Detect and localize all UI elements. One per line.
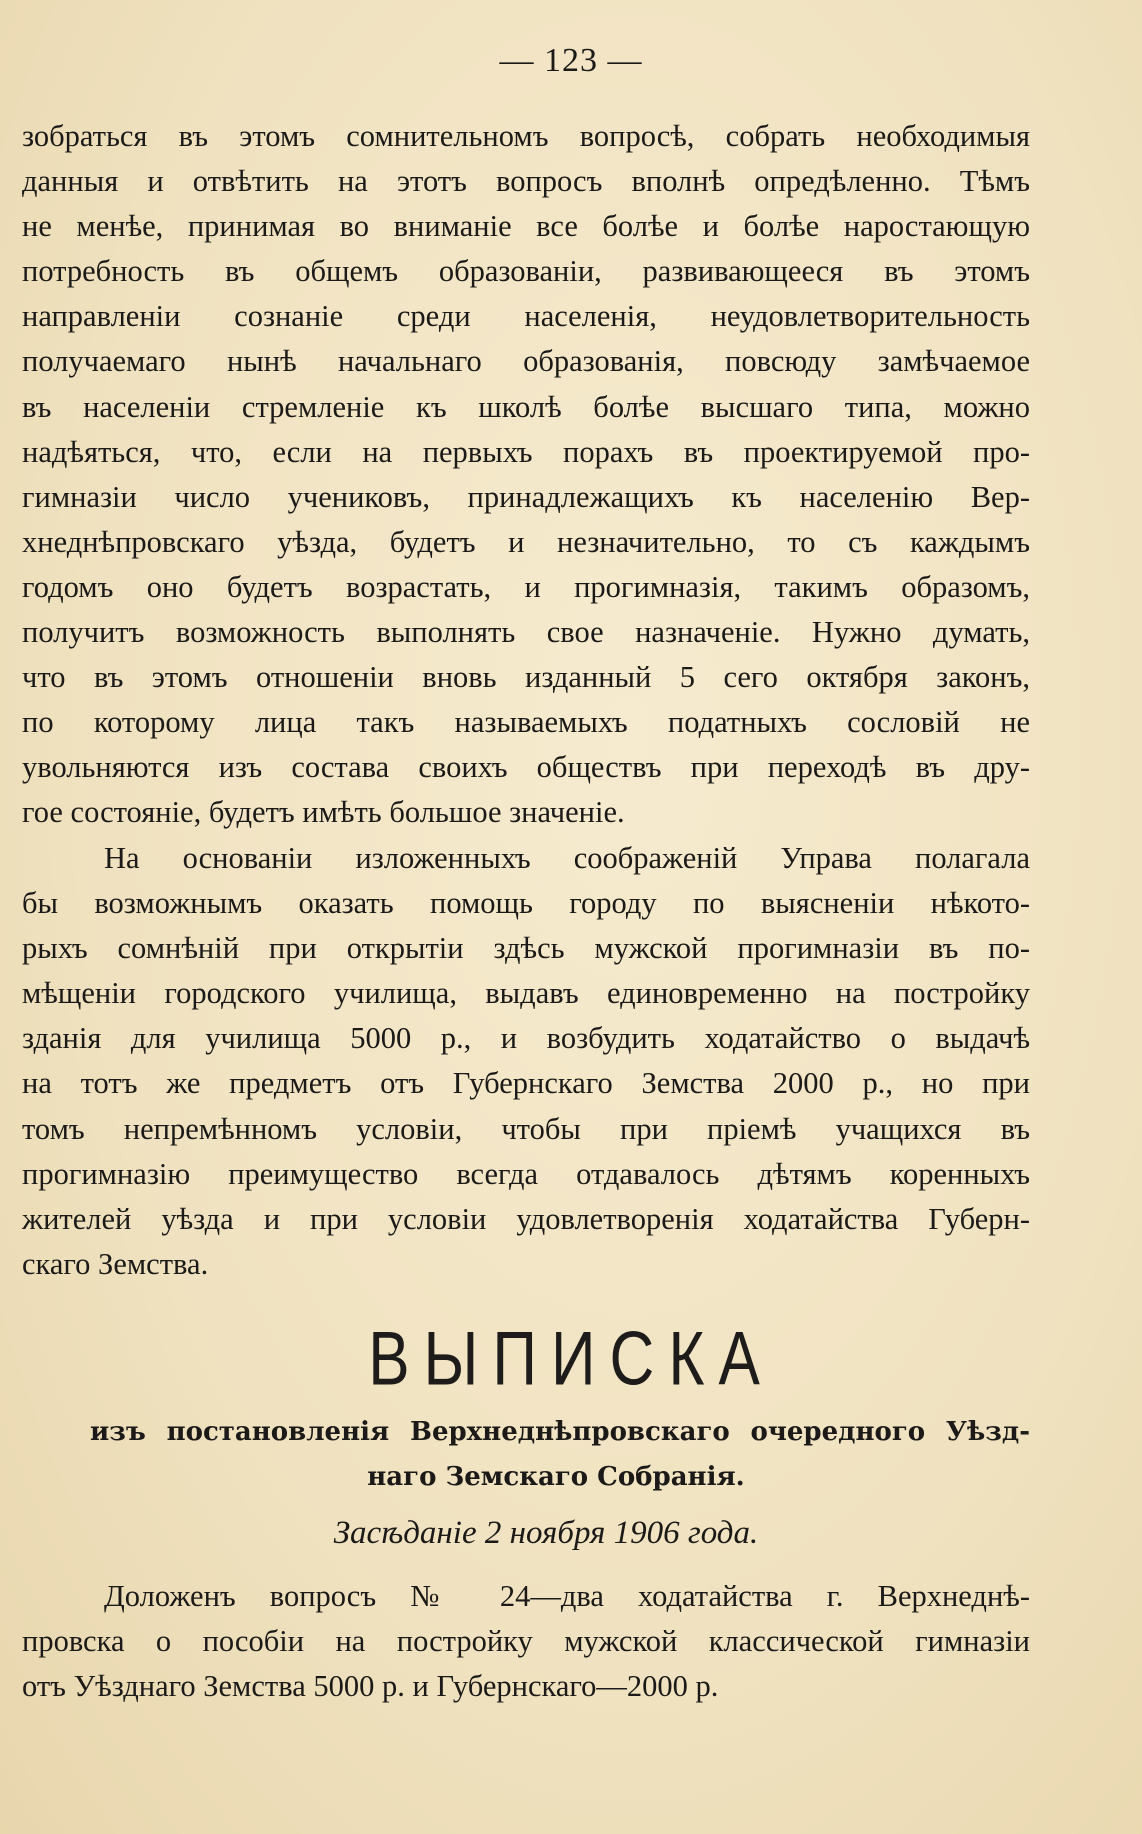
subtitle-line: наго Земскаго Собранія. — [367, 1462, 745, 1492]
paragraph-continuation — [22, 114, 1030, 836]
text-line: жителей уѣзда и при условіи удовлетворенія ходатайства Губерн- — [22, 1201, 1030, 1236]
paragraph-uprava-proposal — [22, 836, 1030, 1287]
text-line: скаго Земства. — [22, 1246, 209, 1281]
text-line: отъ Уѣзднаго Земства 5000 р. и Губернскаго—2000 р. — [22, 1669, 719, 1704]
text-line: бы возможнымъ оказать помощь городу по выясненіи нѣкото- — [22, 886, 1030, 921]
text-line: данныя и отвѣтить на этотъ вопросъ вполнѣ опредѣленно. Тѣмъ — [22, 164, 1030, 199]
text-line: надѣяться, что, если на первыхъ порахъ въ проектируемой про- — [22, 434, 1030, 469]
text-line: направленіи сознаніе среди населенія, неудовлетворительность — [22, 299, 1030, 334]
text-line: на тотъ же предметъ отъ Губернскаго Земства 2000 р., но при — [22, 1066, 1030, 1101]
session-date: Засѣданіе 2 ноября 1906 года. — [333, 1515, 759, 1551]
text-line: мѣщеніи городского училища, выдавъ единовременно на постройку — [22, 976, 1030, 1011]
text-line: томъ непремѣнномъ условіи, чтобы при пріемѣ учащихся въ — [22, 1111, 1030, 1146]
text-line: зданія для училища 5000 р., и возбудить ходатайство о выдачѣ — [22, 1021, 1030, 1056]
text-line: по которому лица такъ называемыхъ податныхъ сословій не — [22, 705, 1030, 740]
text-line: годомъ оно будетъ возрастать, и прогимназія, такимъ образомъ, — [22, 569, 1030, 604]
paragraph-report — [22, 1574, 1030, 1709]
text-line: зобраться въ этомъ сомнительномъ вопросѣ, собрать необходимыя — [22, 119, 1030, 153]
text-line: Доложенъ вопросъ № 24—два ходатайства г. Верхнеднѣ- — [104, 1579, 1030, 1613]
text-line: въ населеніи стремленіе къ школѣ болѣе высшаго типа, можно — [22, 389, 1030, 424]
text-line: гое состояніе, будетъ имѣть большое значеніе. — [22, 795, 625, 830]
text-line: провска о пособіи на постройку мужской классической гимназіи — [22, 1624, 1030, 1659]
subtitle-line: изъ постановленія Верхнеднѣпровскаго очередного Уѣзд- — [90, 1417, 1030, 1447]
document-title: ВЫПИСКА — [368, 1317, 774, 1402]
text-line: прогимназію преимущество всегда отдавалось дѣтямъ коренныхъ — [22, 1156, 1030, 1191]
text-line: хнеднѣпровскаго уѣзда, будетъ и незначительно, то съ каждымъ — [22, 524, 1030, 559]
text-line: что въ этомъ отношеніи вновь изданный 5 сего октября законъ, — [22, 660, 1030, 695]
page-number: — 123 — — [499, 42, 643, 79]
text-line: гимназіи число учениковъ, принадлежащихъ къ населенію Вер- — [22, 479, 1030, 514]
text-line: На основаніи изложенныхъ соображеній Управа полагала — [104, 841, 1030, 875]
text-line: получитъ возможность выполнять свое назначеніе. Нужно думать, — [22, 615, 1030, 650]
text-line: получаемаго нынѣ начальнаго образованія, повсюду замѣчаемое — [22, 344, 1030, 379]
text-line: увольняются изъ состава своихъ обществъ при переходѣ въ дру- — [22, 750, 1030, 785]
text-line: потребность въ общемъ образованіи, развивающееся въ этомъ — [22, 254, 1030, 289]
text-line: рыхъ сомнѣній при открытіи здѣсь мужской прогимназіи въ по- — [22, 931, 1030, 966]
text-line: не менѣе, принимая во вниманіе все болѣе и болѣе наростающую — [22, 209, 1030, 244]
